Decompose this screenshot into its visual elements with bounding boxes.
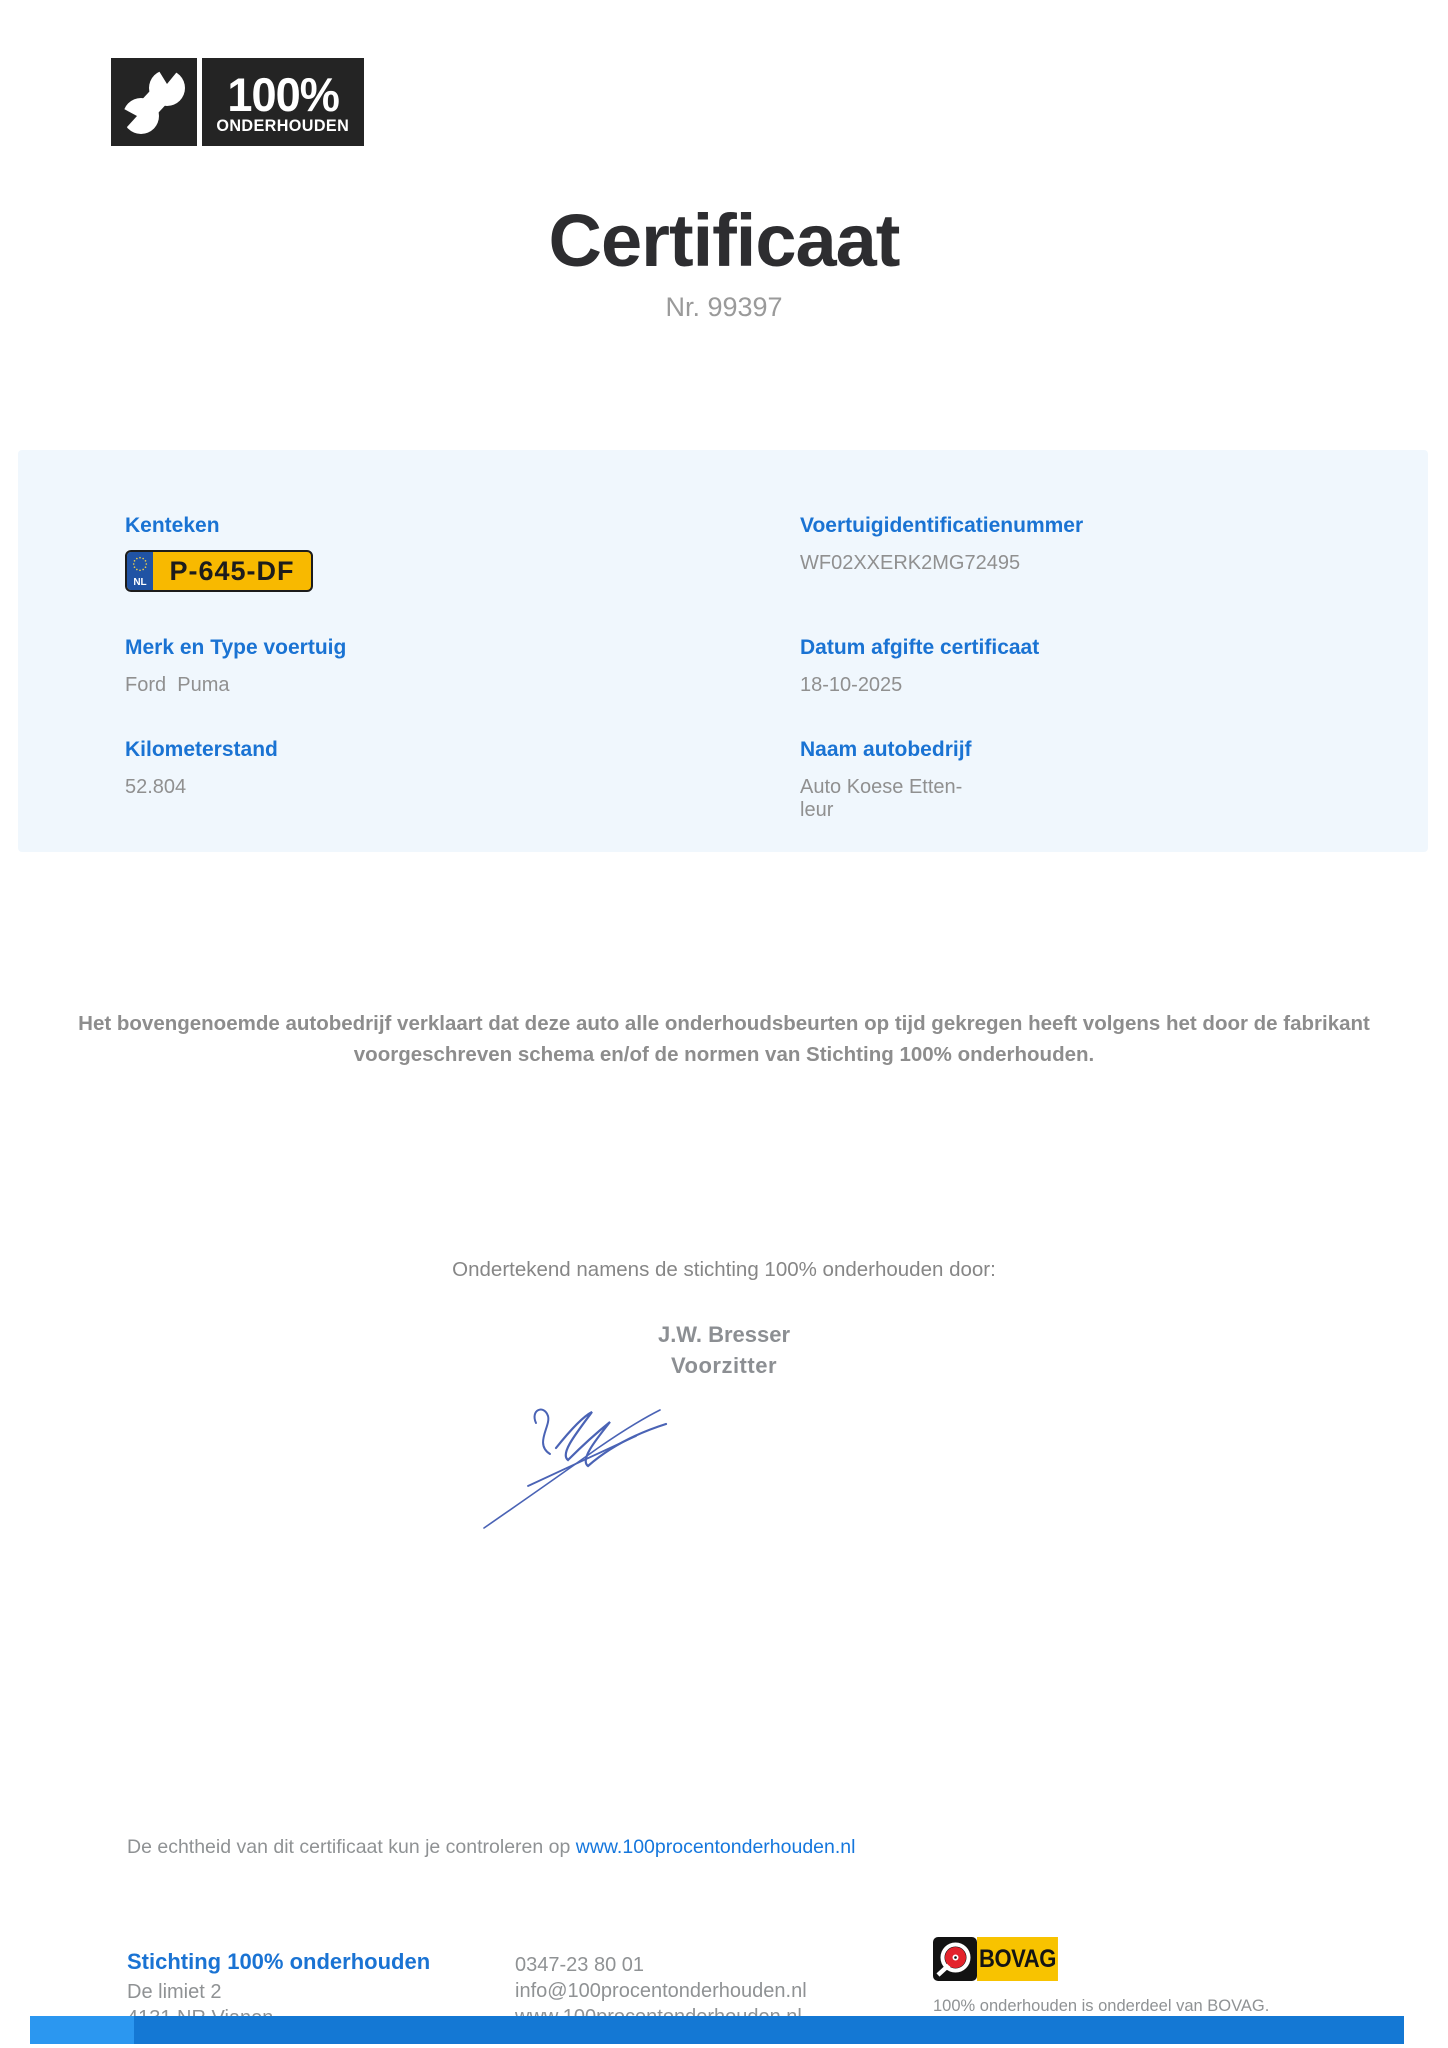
brand-logo [111, 58, 364, 146]
wrench-icon [111, 58, 197, 146]
verification-text: De echtheid van dit certificaat kun je controleren op [127, 1836, 576, 1858]
plate-country-code: NL [133, 577, 147, 588]
kilometerstand-label: Kilometerstand [125, 738, 278, 761]
field-merk [125, 636, 346, 697]
field-kilometerstand [125, 738, 278, 799]
datum-value: 18-10-2025 [800, 674, 903, 696]
certificate-number: Nr. 99397 [665, 292, 783, 322]
bovag-wheel-icon [933, 1937, 977, 1981]
kilometerstand-value: 52.804 [125, 776, 187, 798]
field-datum [800, 636, 1039, 697]
license-plate-nl-strip [127, 552, 153, 590]
vin-value: WF02XXERK2MG72495 [800, 552, 1021, 574]
footer-address-line1: De limiet 2 [127, 1981, 222, 2003]
eu-stars-icon [131, 555, 149, 573]
signer-role: Voorzitter [670, 1353, 778, 1378]
verification-line [127, 1836, 855, 1859]
signer-name: J.W. Bresser [657, 1322, 791, 1347]
merk-value: Ford Puma [125, 674, 230, 696]
plate-number: P-645-DF [169, 555, 295, 586]
autobedrijf-value: Auto Koese Etten-leur [800, 776, 963, 821]
footer-bovag [933, 1937, 1269, 2019]
bottom-accent-bar [30, 2016, 1404, 2044]
logo-percent-text: 100% [227, 67, 339, 121]
footer-phone: 0347-23 80 01 [515, 1954, 645, 1976]
footer-email: info@100procentonderhouden.nl [515, 1980, 807, 2002]
bottom-accent-bar-light-segment [30, 2016, 134, 2044]
field-vin [800, 514, 1083, 575]
bovag-logo [933, 1937, 1269, 1981]
page-title: Certificaat [548, 199, 900, 282]
signing-intro: Ondertekend namens de stichting 100% onderhouden door: [452, 1258, 996, 1281]
merk-label: Merk en Type voertuig [125, 636, 347, 659]
logo-brand-text: ONDERHOUDEN [216, 116, 350, 135]
vin-label: Voertuigidentificatienummer [800, 514, 1084, 537]
autobedrijf-label: Naam autobedrijf [800, 738, 972, 761]
bovag-wordmark: BOVAG [977, 1937, 1058, 1981]
datum-label: Datum afgifte certificaat [800, 636, 1040, 659]
kenteken-label: Kenteken [125, 514, 220, 537]
field-autobedrijf [800, 738, 972, 822]
license-plate [125, 550, 313, 592]
bovag-note: 100% onderhouden is onderdeel van BOVAG. [933, 1997, 1270, 2015]
signature-image [470, 1388, 700, 1538]
verification-link[interactable]: www.100procentonderhouden.nl [575, 1836, 856, 1858]
vehicle-info-panel [18, 450, 1428, 852]
footer-org-name: Stichting 100% onderhouden [127, 1949, 431, 1974]
brand-logo-text [202, 58, 364, 146]
declaration-statement: Het bovengenoemde autobedrijf verklaart dat deze auto alle onderhoudsbeurten op tijd gekregen heeft volgens het door de fabrikant voorgeschreven schema en/of de normen van Stichting 100% onderhouden. [78, 1012, 1370, 1066]
field-kenteken [125, 514, 313, 592]
